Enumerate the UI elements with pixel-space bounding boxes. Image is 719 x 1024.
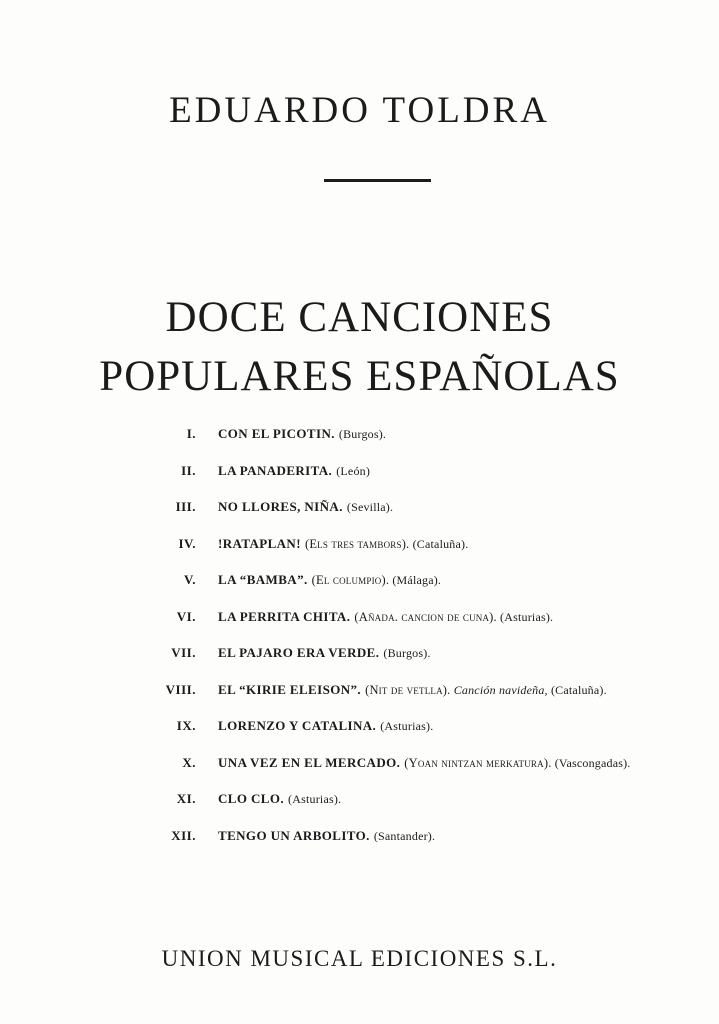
song-list-item — [158, 536, 669, 552]
song-detail: (Santander). — [373, 828, 436, 843]
song-text — [218, 645, 431, 661]
song-detail: (León) — [336, 463, 371, 478]
song-details — [404, 754, 630, 771]
song-detail: (Vascongadas). — [551, 755, 631, 770]
song-detail: (El columpio). — [311, 573, 390, 587]
song-numeral: XI. — [176, 791, 196, 806]
song-detail: (Añada. cancion de cuna). — [354, 609, 497, 624]
song-title: CLO CLO. — [218, 791, 285, 806]
song-text — [218, 463, 370, 479]
song-title: NO LLORES, NIÑA. — [218, 499, 343, 514]
song-list-item — [158, 828, 669, 844]
song-list-item — [158, 645, 669, 661]
song-details — [354, 608, 553, 625]
song-detail: (Asturias). — [380, 719, 434, 733]
song-details — [339, 425, 386, 442]
song-text — [218, 828, 435, 844]
song-detail: (Yoan nintzan merkatura). — [404, 755, 552, 770]
song-numeral: VIII. — [165, 681, 196, 697]
song-title: LA “BAMBA”. — [218, 572, 308, 587]
song-list-item — [158, 572, 669, 588]
song-details — [374, 827, 435, 844]
song-title: CON EL PICOTIN. — [218, 426, 335, 441]
publisher-name: UNION MUSICAL EDICIONES S.L. — [161, 946, 558, 971]
song-details — [380, 717, 433, 734]
song-detail: (Nit de vetlla). — [365, 682, 451, 697]
song-detail: (Cataluña). — [409, 536, 469, 551]
song-text — [218, 791, 341, 807]
song-title: EL PAJARO ERA VERDE. — [218, 645, 380, 660]
song-numeral: VI. — [176, 608, 196, 624]
song-list — [158, 426, 669, 844]
song-numeral: XII. — [171, 827, 196, 843]
song-numeral: III. — [175, 499, 196, 514]
song-details — [383, 644, 430, 661]
song-detail: (Asturias). — [496, 609, 554, 624]
song-list-item — [158, 791, 669, 807]
song-title: TENGO UN ARBOLITO. — [218, 827, 370, 843]
song-numeral: IV. — [178, 535, 196, 551]
song-detail: (Málaga). — [389, 573, 442, 587]
song-text — [218, 755, 631, 771]
song-text — [218, 499, 393, 515]
song-title: UNA VEZ EN EL MERCADO. — [218, 754, 401, 770]
song-detail: (Burgos). — [383, 646, 431, 660]
song-numeral: V. — [184, 572, 196, 587]
work-title — [0, 288, 719, 406]
song-details — [312, 571, 442, 588]
song-title: EL “KIRIE ELEISON”. — [218, 681, 362, 697]
song-detail: (Cataluña). — [547, 682, 607, 697]
song-list-item — [158, 609, 669, 625]
work-title-line1: DOCE CANCIONES — [165, 293, 554, 341]
song-list-item — [158, 463, 669, 479]
song-detail: Canción navideña, — [450, 682, 548, 697]
song-detail: (Burgos). — [338, 427, 387, 441]
song-title: LORENZO Y CATALINA. — [218, 718, 377, 733]
song-detail: (Els tres tambors). — [304, 536, 410, 551]
song-numeral: I. — [186, 426, 196, 441]
song-title: LA PERRITA CHITA. — [218, 608, 351, 624]
song-text — [218, 609, 553, 625]
song-numeral: X. — [182, 754, 196, 770]
song-list-item — [158, 499, 669, 515]
song-text — [218, 536, 468, 552]
song-details — [365, 681, 607, 698]
song-detail: (Sevilla). — [346, 500, 394, 514]
song-details — [336, 462, 370, 479]
song-list-item — [158, 682, 669, 698]
song-text — [218, 718, 433, 734]
song-list-item — [158, 426, 669, 442]
song-numeral: VII. — [171, 645, 196, 660]
song-text — [218, 682, 607, 698]
song-detail: (Asturias). — [288, 792, 342, 806]
song-details — [347, 498, 393, 515]
song-title: !RATAPLAN! — [218, 535, 301, 551]
song-text — [218, 426, 386, 442]
work-title-line2: POPULARES ESPAÑOLAS — [99, 352, 620, 400]
song-details — [305, 535, 468, 552]
song-numeral: II. — [181, 462, 196, 478]
song-numeral: IX. — [176, 718, 196, 733]
song-title: LA PANADERITA. — [218, 462, 333, 478]
song-list-item — [158, 718, 669, 734]
song-details — [288, 790, 341, 807]
divider-rule — [324, 179, 431, 182]
composer-name: EDUARDO TOLDRA — [169, 89, 550, 131]
song-list-item — [158, 755, 669, 771]
song-text — [218, 572, 441, 588]
